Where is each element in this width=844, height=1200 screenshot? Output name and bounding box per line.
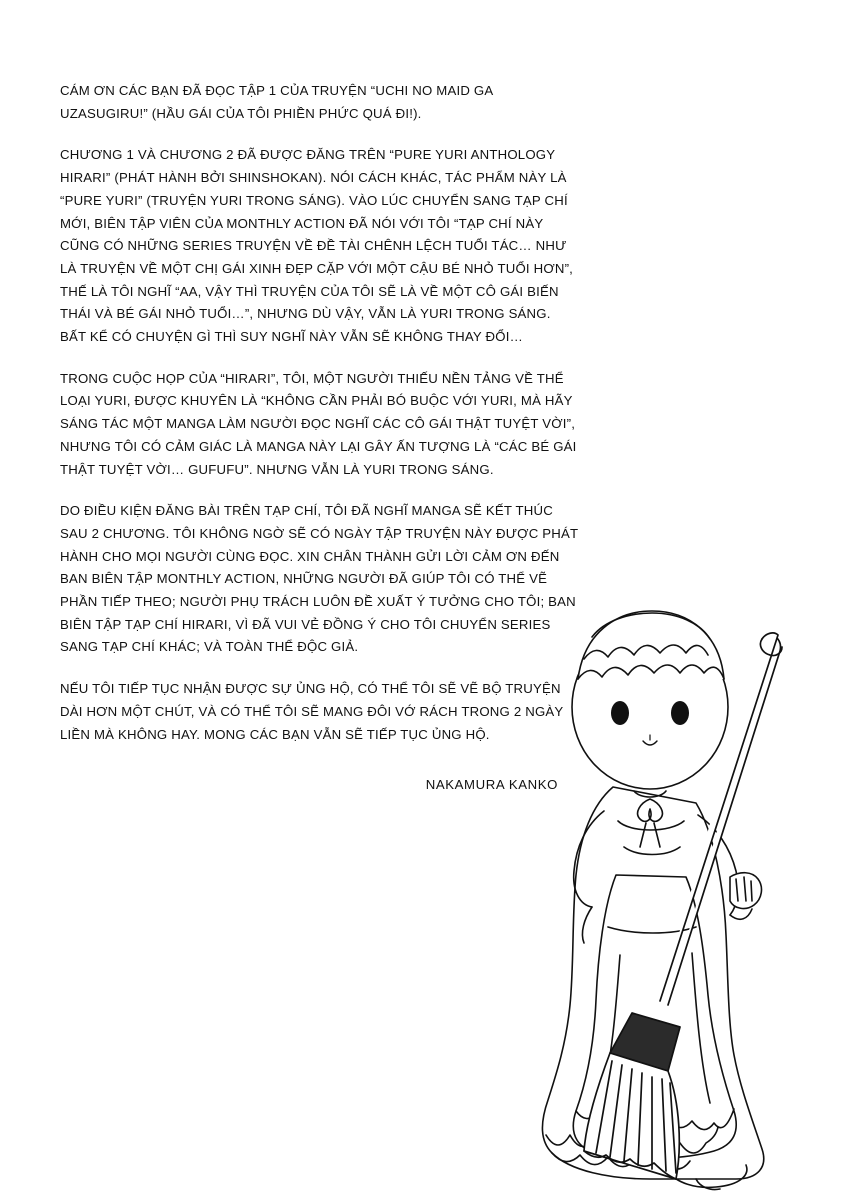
afterword-paragraph-2: CHƯƠNG 1 VÀ CHƯƠNG 2 ĐÃ ĐƯỢC ĐĂNG TRÊN “PURE YURI ANTHOLOGY HIRARI” (PHÁT HÀNH BỞI SHINSHOKAN). NÓI CÁCH KHÁC, TÁC PHẨM NÀY LÀ “PURE YURI” (TRUYỆN YURI TRONG SÁNG). VÀO LÚC CHUYỂN SANG TẠP CHÍ MỚI, BIÊN TẬP VIÊN CỦA MONTHLY ACTION ĐÃ NÓI VỚI TÔI “TẠP CHÍ NÀY CŨNG CÓ NHỮNG SERIES TRUYỆN VỀ ĐỀ TÀI CHÊNH LỆCH TUỔI TÁC… NHƯ LÀ TRUYỆN VỀ MỘT CHỊ GÁI XINH ĐẸP CẶP VỚI MỘT CẬU BÉ NHỎ TUỔI HƠN”, THẾ LÀ TÔI NGHĨ “AA, VẬY THÌ TRUYỆN CỦA TÔI SẼ LÀ VỀ MỘT CÔ GÁI BIẾN THÁI VÀ BÉ GÁI NHỎ TUỔI…”, NHƯNG DÙ VẬY, VẪN LÀ YURI TRONG SÁNG. BẤT KỂ CÓ CHUYỆN GÌ THÌ SUY NGHĨ NÀY VẪN SẼ KHÔNG THAY ĐỔI… (60, 147, 574, 345)
afterword-text-block (60, 80, 580, 797)
afterword-paragraph-4: DO ĐIỀU KIỆN ĐĂNG BÀI TRÊN TẠP CHÍ, TÔI ĐÃ NGHĨ MANGA SẼ KẾT THÚC SAU 2 CHƯƠNG. TÔI KHÔNG NGỜ SẼ CÓ NGÀY TẬP TRUYỆN NÀY ĐƯỢC PHÁT HÀNH CHO MỌI NGƯỜI CÙNG ĐỌC. XIN CHÂN THÀNH GỬI LỜI CẢM ƠN ĐẾN BAN BIÊN TẬP MONTHLY ACTION, NHỮNG NGƯỜI ĐÃ GIÚP TÔI CÓ THỂ VẼ PHẦN TIẾP THEO; NGƯỜI PHỤ TRÁCH LUÔN ĐỀ XUẤT Ý TƯỞNG CHO TÔI; BAN BIÊN TẬP TẠP CHÍ HIRARI, VÌ ĐÃ VUI VẺ ĐỒNG Ý CHO TÔI CHUYỂN SERIES SANG TẠP CHÍ KHÁC; VÀ TOÀN THỂ ĐỘC GIẢ. (60, 503, 579, 655)
author-signature: NAKAMURA KANKO (425, 777, 558, 793)
afterword-paragraph-1: CÁM ƠN CÁC BẠN ĐÃ ĐỌC TẬP 1 CỦA TRUYỆN “UCHI NO MAID GA UZASUGIRU!” (HẦU GÁI CỦA TÔI PHIỀN PHỨC QUÁ ĐI!). (60, 83, 493, 121)
afterword-paragraph-5: NẾU TÔI TIẾP TỤC NHẬN ĐƯỢC SỰ ỦNG HỘ, CÓ THỂ TÔI SẼ VẼ BỘ TRUYỆN DÀI HƠN MỘT CHÚT, VÀ CÓ THỂ TÔI SẼ MANG ĐÔI VỚ RÁCH TRONG 2 NGÀY LIỀN MÀ KHÔNG HAY. MONG CÁC BẠN VẪN SẼ TIẾP TỤC ỦNG HỘ. (60, 681, 564, 742)
afterword-paragraph-3: TRONG CUỘC HỌP CỦA “HIRARI”, TÔI, MỘT NGƯỜI THIẾU NỀN TẢNG VỀ THỂ LOẠI YURI, ĐƯỢC KHUYÊN LÀ “KHÔNG CẦN PHẢI BÓ BUỘC VỚI YURI, MÀ HÃY SÁNG TÁC MỘT MANGA LÀM NGƯỜI ĐỌC NGHĨ CÁC CÔ GÁI THẬT TUYỆT VỜI”, NHƯNG TÔI CÓ CẢM GIÁC LÀ MANGA NÀY LẠI GÂY ẤN TƯỢNG LÀ “CÁC BÉ GÁI THẬT TUYỆT VỜI… GUFUFU”. NHƯNG VẪN LÀ YURI TRONG SÁNG. (60, 370, 577, 477)
